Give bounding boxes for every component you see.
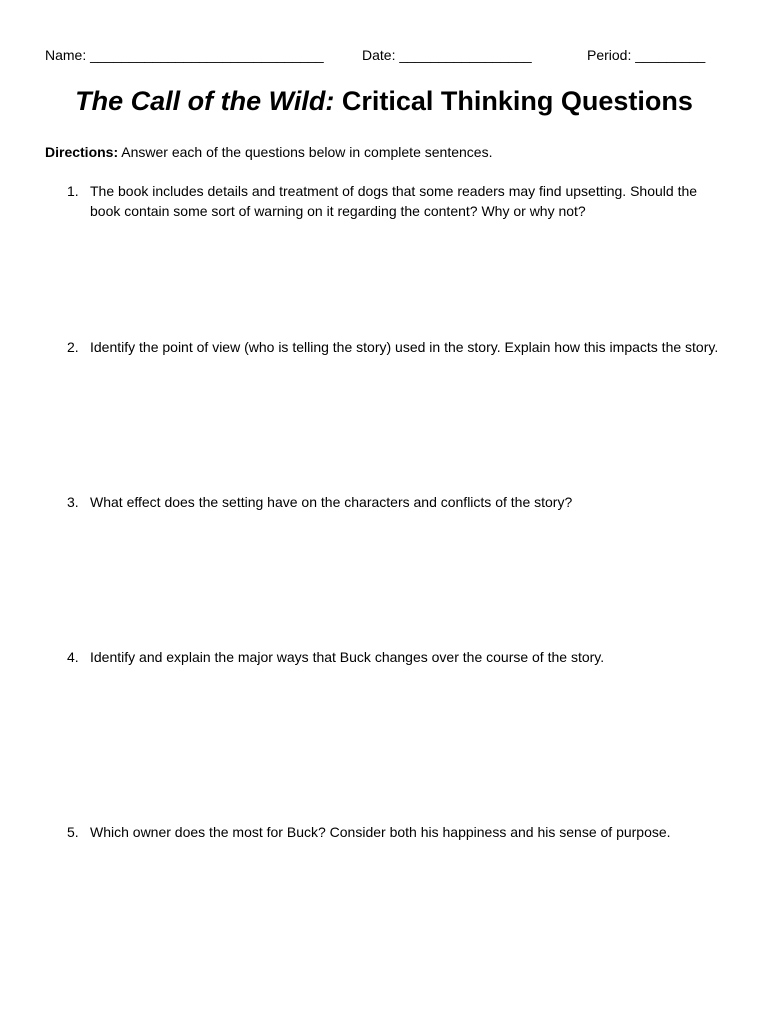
page-title <box>0 84 768 118</box>
question-number: 5. <box>67 824 79 840</box>
directions-text: Answer each of the questions below in complete sentences. <box>118 144 493 160</box>
question-number: 2. <box>67 339 79 355</box>
directions-label: Directions: <box>45 144 119 160</box>
directions <box>45 143 735 161</box>
header-fields <box>0 46 768 66</box>
question-number: 4. <box>67 649 79 665</box>
question-text: Identify the point of view (who is telling the story) used in the story. Explain how this impacts the story. <box>90 339 719 355</box>
question-number: 3. <box>67 494 79 510</box>
period-field: Period: _________ <box>587 47 706 63</box>
question-number: 1. <box>67 183 79 199</box>
question-text: The book includes details and treatment of dogs that some readers may find upsetting. Should the book contain some sort of warning on it regarding the content? Why or why not? <box>90 183 698 219</box>
question-text: What effect does the setting have on the characters and conflicts of the story? <box>90 494 573 510</box>
title-book-name: The Call of the Wild: <box>75 86 335 116</box>
title-rest: Critical Thinking Questions <box>334 86 693 116</box>
question-text: Which owner does the most for Buck? Consider both his happiness and his sense of purpose. <box>90 824 671 840</box>
name-field: Name: ______________________________ <box>45 47 324 63</box>
date-field: Date: _________________ <box>362 47 532 63</box>
question-text: Identify and explain the major ways that Buck changes over the course of the story. <box>90 649 605 665</box>
